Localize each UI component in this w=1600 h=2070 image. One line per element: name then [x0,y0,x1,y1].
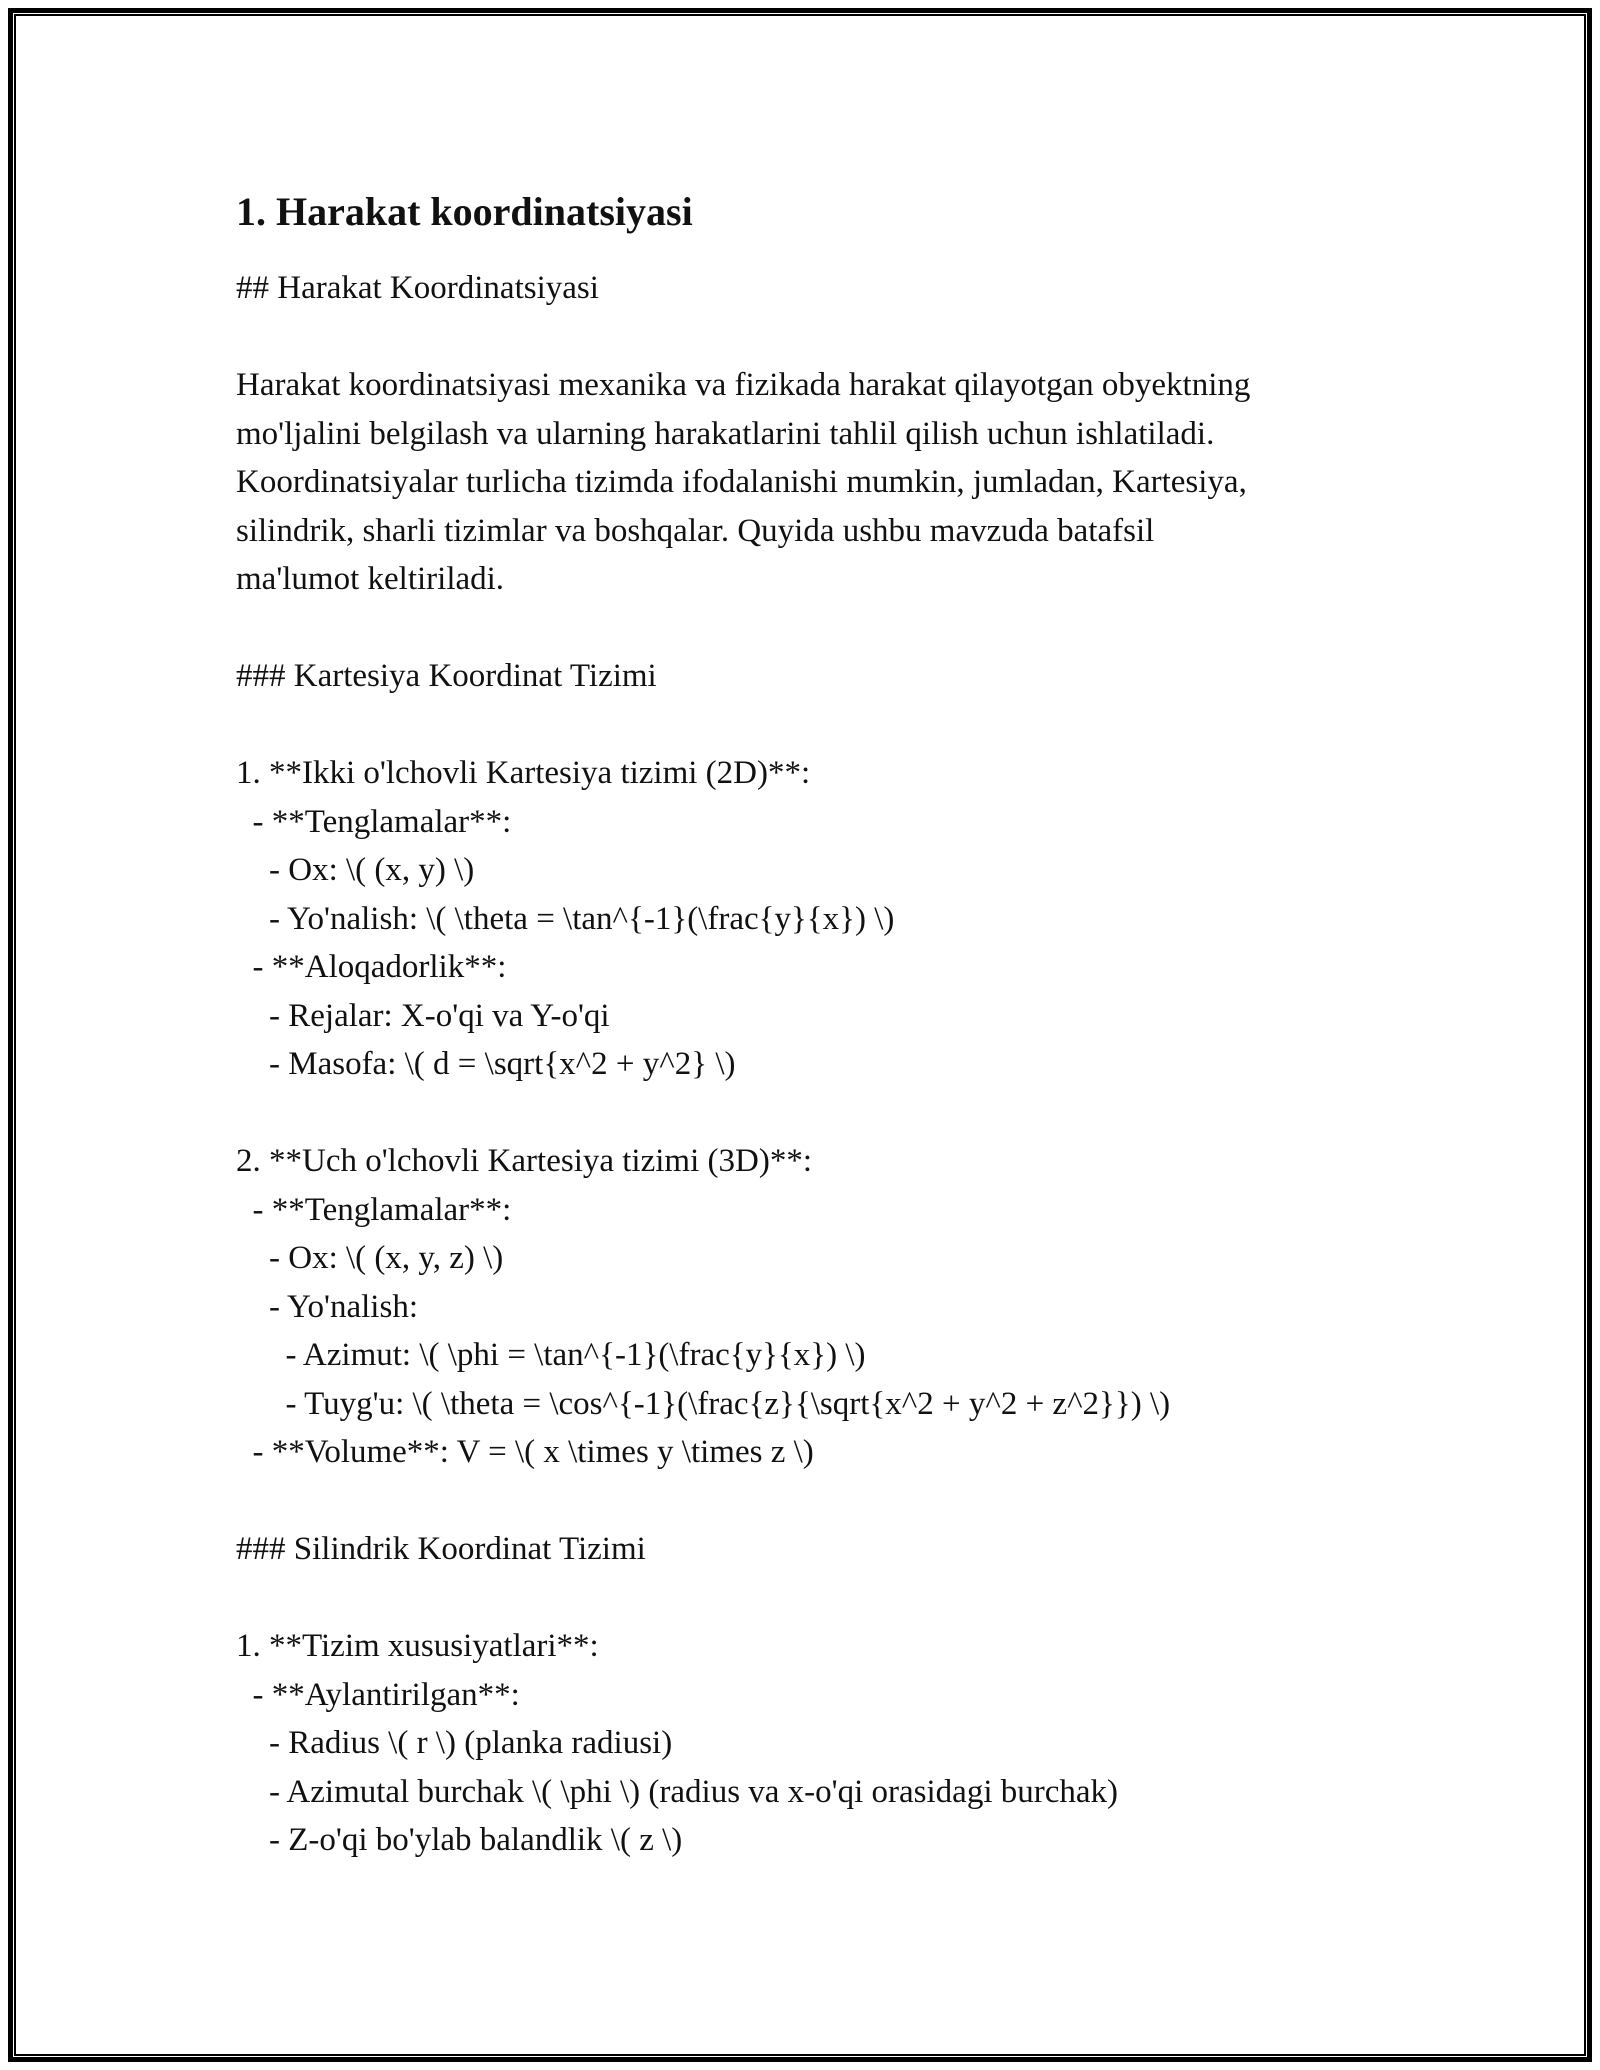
list-item: - Masofa: \( d = \sqrt{x^2 + y^2} \) [236,1046,736,1082]
intro-paragraph [236,361,1386,604]
list-item: - Azimut: \( \phi = \tan^{-1}(\frac{y}{x}) \) [236,1337,866,1373]
list-item: - Azimutal burchak \( \phi \) (radius va x-o'qi orasidagi burchak) [236,1773,1119,1810]
list-item: 2. **Uch o'lchovli Kartesiya tizimi (3D)**: [236,1143,812,1179]
intro-line: silindrik, sharli tizimlar va boshqalar. Quyida ushbu mavzuda batafsil [236,512,1155,549]
blank-line [236,1477,1386,1526]
list-item: 1. **Tizim xususiyatlari**: [236,1628,599,1664]
list-item: - Tuyg'u: \( \theta = \cos^{-1}(\frac{z}{\sqrt{x^2 + y^2 + z^2}}) \) [236,1385,1171,1422]
blank-line [236,313,1386,362]
list-item: - Radius \( r \) (planka radiusi) [236,1725,673,1761]
list-item: - Z-o'qi bo'ylab balandlik \( z \) [236,1822,683,1858]
document-title: 1. Harakat koordinatsiyasi [236,189,693,234]
list-item: - Yo'nalish: \( \theta = \tan^{-1}(\frac{y}{x}) \) [236,900,895,937]
blank-line [236,1574,1386,1623]
section-heading-cylindrical: ### Silindrik Koordinat Tizimi [236,1531,646,1567]
list-item: - Rejalar: X-o'qi va Y-o'qi [236,997,610,1034]
list-item: 1. **Ikki o'lchovli Kartesiya tizimi (2D)**: [236,755,811,791]
document-body [236,188,1386,1865]
list-item: - Ox: \( (x, y, z) \) [236,1240,504,1276]
list-item: - Ox: \( (x, y) \) [236,852,475,888]
intro-line: mo'ljalini belgilash va ularning harakatlarini tahlil qilish uchun ishlatiladi. [236,415,1215,452]
intro-line: ma'lumot keltiriladi. [236,561,505,597]
list-item: - **Aloqadorlik**: [236,949,507,985]
section-heading-cartesian: ### Kartesiya Koordinat Tizimi [236,658,657,694]
list-item: - **Tenglamalar**: [236,1191,512,1228]
blank-line [236,604,1386,653]
section-heading-h2: ## Harakat Koordinatsiyasi [236,270,599,306]
list-item: - **Tenglamalar**: [236,803,512,840]
list-item: - **Volume**: V = \( x \times y \times z \) [236,1434,814,1470]
blank-line [236,1089,1386,1138]
intro-line: Harakat koordinatsiyasi mexanika va fizikada harakat qilayotgan obyektning [236,367,1251,403]
intro-line: Koordinatsiyalar turlicha tizimda ifodalanishi mumkin, jumladan, Kartesiya, [236,464,1247,500]
blank-line [236,701,1386,750]
list-item: - **Aylantirilgan**: [236,1676,520,1713]
list-item: - Yo'nalish: [236,1288,418,1325]
